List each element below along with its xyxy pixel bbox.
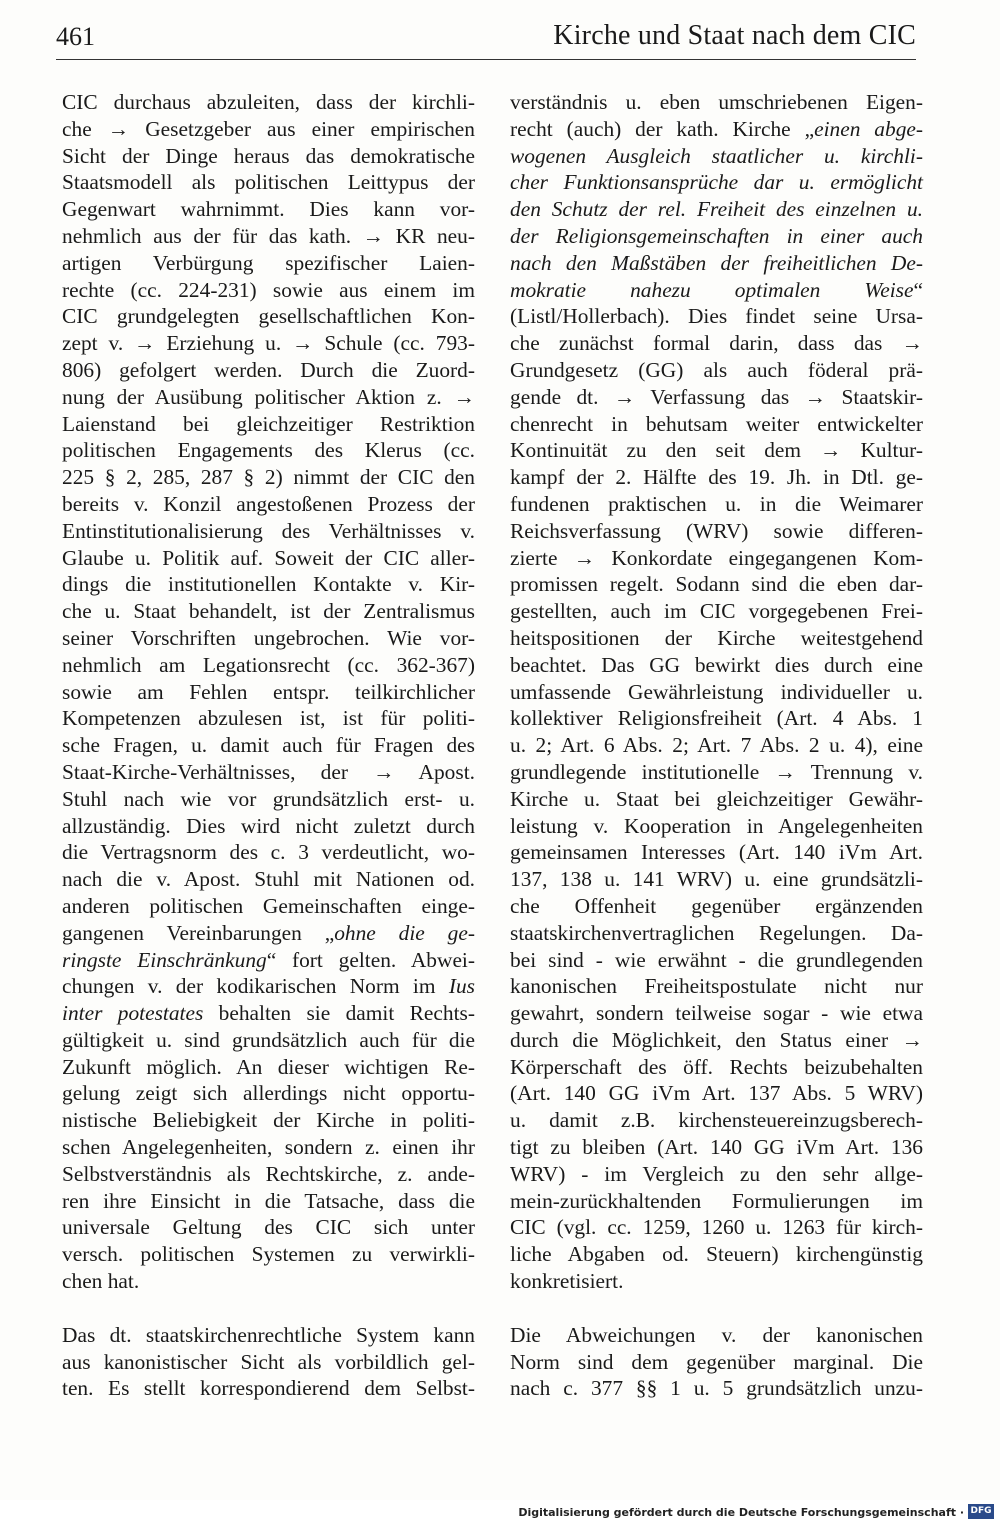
text-line: Grundgesetz (GG) als auch föderal prä- bbox=[510, 357, 923, 382]
text-line: dings die institutionellen Kontakte v. Kir- bbox=[62, 572, 475, 597]
text-line: CIC durchaus abzuleiten, dass der kirchli- bbox=[62, 90, 475, 114]
text-line: kollektiver Religionsfreiheit (Art. 4 Abs. 1 bbox=[510, 706, 923, 731]
text-line: mokratie nahezu optimalen Weise“ bbox=[510, 277, 923, 302]
text-line: ten. Es stellt korrespondierend dem Selbst- bbox=[62, 1376, 475, 1401]
running-title: Kirche und Staat nach dem CIC bbox=[553, 20, 916, 51]
text-line: gemeinsamen Interesses (Art. 140 iVm Art. bbox=[510, 840, 923, 865]
text-block bbox=[62, 1027, 475, 1268]
text-line: kanonischen Freiheitspostulate nicht nur bbox=[510, 974, 923, 999]
text-line: nach die v. Apost. Stuhl mit Nationen od. bbox=[62, 867, 475, 892]
text-line: Das dt. staatskirchenrechtliche System kann bbox=[62, 1322, 475, 1347]
text-line: nach c. 377 §§ 1 u. 5 grundsätzlich unzu- bbox=[510, 1376, 923, 1401]
text-line: Staatsmodell als politischen Leittypus der bbox=[62, 170, 475, 195]
text-line: Kontinuität zu den seit dem → Kultur- bbox=[510, 438, 923, 463]
text-line: 806) gefolgert werden. Durch die Zuord- bbox=[62, 357, 475, 382]
text-line: zierte → Konkordate eingegangenen Kom- bbox=[510, 545, 923, 570]
text-line: tigt zu bleiben (Art. 140 GG iVm Art. 136 bbox=[510, 1135, 923, 1160]
text-line: der Religionsgemeinschaften in einer auch bbox=[510, 223, 923, 248]
text-line: Entinstitutionalisierung des Verhältnisses v. bbox=[62, 518, 475, 543]
text-line: konkretisiert. bbox=[510, 1269, 624, 1294]
page-header bbox=[56, 18, 916, 56]
text-line: sche Fragen, u. damit auch für Fragen des bbox=[62, 733, 475, 758]
text-line: gewahrt, sondern teilweise sogar - wie etwa bbox=[510, 1001, 923, 1026]
text-line: Körperschaft des öff. Rechts beizubehalten bbox=[510, 1054, 923, 1079]
text-line: gangenen Vereinbarungen „ohne die ge- bbox=[62, 920, 475, 945]
text-line: beachtet. Das GG bewirkt dies durch eine bbox=[510, 652, 923, 677]
text-block bbox=[510, 303, 923, 1268]
text-line: universale Geltung des CIC sich unter bbox=[62, 1215, 475, 1240]
text-line: nung der Ausübung politischer Aktion z. → bbox=[62, 384, 475, 409]
text-line: chungen v. der kodikarischen Norm im Ius bbox=[62, 974, 475, 999]
text-line: kampf der 2. Hälfte des 19. Jh. in Dtl. ge- bbox=[510, 465, 923, 490]
text-line: (Art. 140 GG iVm Art. 137 Abs. 5 WRV) bbox=[510, 1081, 923, 1106]
text-line: u. 2; Art. 6 Abs. 2; Art. 7 Abs. 2 u. 4), eine bbox=[510, 733, 923, 758]
text-line: gende dt. → Verfassung das → Staatskir- bbox=[510, 384, 923, 409]
page-number: 461 bbox=[56, 22, 95, 51]
text-line: Stuhl nach wie vor grundsätzlich erst- u. bbox=[62, 786, 475, 811]
text-line: Staat-Kirche-Verhältnisses, der → Apost. bbox=[62, 759, 475, 784]
text-line: che zunächst formal darin, dass das → bbox=[510, 331, 923, 356]
text-line: che u. Staat behandelt, ist der Zentralismus bbox=[62, 599, 475, 624]
text-line: bereits v. Konzil angestoßenen Prozess der bbox=[62, 491, 475, 516]
text-line: Laienstand bei gleichzeitiger Restriktion bbox=[62, 411, 475, 436]
text-line: u. damit z.B. kirchensteuereinzugsberech- bbox=[510, 1108, 923, 1133]
paragraph bbox=[62, 89, 475, 1295]
text-line: Kirche u. Staat bei gleichzeitiger Gewähr- bbox=[510, 786, 923, 811]
text-line: politischen Engagements des Klerus (cc. bbox=[62, 438, 475, 463]
text-line: nistische Beliebigkeit der Kirche in politi- bbox=[62, 1108, 475, 1133]
text-line: 137, 138 u. 141 WRV) u. eine grundsätzli- bbox=[510, 867, 923, 892]
header-rule bbox=[56, 59, 916, 60]
text-line: ren ihre Einsicht in die Tatsache, dass die bbox=[62, 1188, 475, 1213]
text-line: nach den Maßstäben der freiheitlichen De- bbox=[510, 250, 923, 275]
text-line: Kompetenzen abzulesen ist, ist für politi- bbox=[62, 706, 475, 731]
text-line: heitspositionen der Kirche weitestgehend bbox=[510, 625, 923, 650]
text-line: seiner Vorschriften ungebrochen. Wie vor- bbox=[62, 625, 475, 650]
text-line: (Listl/Hollerbach). Dies findet seine Ursa- bbox=[510, 304, 923, 329]
text-line: durch die Möglichkeit, den Status einer → bbox=[510, 1027, 923, 1052]
footer-bar bbox=[0, 1500, 1000, 1525]
text-line: Reichsverfassung (WRV) sowie differen- bbox=[510, 518, 923, 543]
text-line: che → Gesetzgeber aus einer empirischen bbox=[62, 116, 475, 141]
text-line: liche Abgaben od. Steuern) kirchengünstig bbox=[510, 1242, 923, 1267]
right-column bbox=[510, 89, 923, 1402]
text-line: leistung v. Kooperation in Angelegenheiten bbox=[510, 813, 923, 838]
text-line: recht (auch) der kath. Kirche „einen abge- bbox=[510, 116, 924, 141]
text-line: Die Abweichungen v. der kanonischen bbox=[510, 1322, 923, 1347]
text-block bbox=[62, 89, 475, 920]
text-line: mein-zurückhaltenden Formulierungen im bbox=[510, 1188, 923, 1213]
text-line: cher Funktionsansprüche dar u. ermöglicht bbox=[510, 170, 923, 195]
text-line: ringste Einschränkung“ fort gelten. Abwei- bbox=[62, 947, 476, 972]
text-line: staatskirchenvertraglichen Regelungen. Da- bbox=[510, 920, 923, 945]
paragraph bbox=[510, 89, 923, 1295]
text-line: allzuständig. Dies wird nicht zuletzt durch bbox=[62, 813, 475, 838]
text-line: nehmlich am Legationsrecht (cc. 362-367) bbox=[62, 652, 475, 677]
text-line: gelung zeigt sich allerdings nicht opportu- bbox=[62, 1081, 475, 1106]
text-line: 225 § 2, 285, 287 § 2) nimmt der CIC den bbox=[62, 465, 475, 490]
quotation bbox=[510, 143, 923, 277]
text-line: CIC (vgl. cc. 1259, 1260 u. 1263 für kirch- bbox=[510, 1215, 923, 1240]
text-line: WRV) - im Vergleich zu den sehr allge- bbox=[510, 1161, 923, 1186]
text-line: fundenen praktischen u. in die Weimarer bbox=[510, 491, 923, 516]
text-line: artigen Verbürgung spezifischer Laien- bbox=[62, 250, 475, 275]
text-line: Zukunft möglich. An dieser wichtigen Re- bbox=[62, 1054, 475, 1079]
text-line: nehmlich aus der für das kath. → KR neu- bbox=[62, 223, 475, 248]
text-line: umfassende Gewährleistung individueller u. bbox=[510, 679, 923, 704]
text-line: den Schutz der rel. Freiheit des einzelnen u. bbox=[510, 197, 923, 222]
text-line: rechte (cc. 224-231) sowie aus einem im bbox=[62, 277, 475, 302]
paragraph bbox=[510, 1322, 923, 1402]
paragraph bbox=[62, 1322, 475, 1402]
text-line: Glaube u. Politik auf. Soweit der CIC aller- bbox=[62, 545, 475, 570]
text-line: sowie am Fehlen entspr. teilkirchlicher bbox=[62, 679, 475, 704]
funding-credit: Digitalisierung gefördert durch die Deutsche Forschungsgemeinschaft · bbox=[518, 1506, 964, 1519]
left-column bbox=[62, 89, 475, 1402]
text-line: chenrecht in behutsam weiter entwickelter bbox=[510, 411, 923, 436]
text-line: schen Angelegenheiten, sondern z. einen ihr bbox=[62, 1135, 475, 1160]
text-line: die Vertragsnorm des c. 3 verdeutlicht, wo- bbox=[62, 840, 475, 865]
text-line: CIC grundgelegten gesellschaftlichen Kon- bbox=[62, 304, 475, 329]
text-line: Norm sind dem gegenüber marginal. Die bbox=[510, 1349, 923, 1374]
text-line: chen hat. bbox=[62, 1269, 140, 1294]
text-line: zept v. → Erziehung u. → Schule (cc. 793- bbox=[62, 331, 475, 356]
text-line: Sicht der Dinge heraus das demokratische bbox=[62, 143, 475, 168]
dfg-logo: DFG bbox=[968, 1504, 994, 1519]
text-line: anderen politischen Gemeinschaften einge- bbox=[62, 893, 475, 918]
text-line: gültigkeit u. sind grundsätzlich auch für die bbox=[62, 1027, 475, 1052]
text-line: wogenen Ausgleich staatlicher u. kirchli- bbox=[510, 143, 923, 168]
text-line: aus kanonistischer Sicht als vorbildlich gel- bbox=[62, 1349, 475, 1374]
text-line: inter potestates behalten sie damit Rechts- bbox=[62, 1001, 475, 1026]
text-line: verständnis u. eben umschriebenen Eigen- bbox=[510, 90, 923, 114]
text-line: bei sind - wie erwähnt - die grundlegenden bbox=[510, 947, 923, 972]
text-line: Gegenwart wahrnimmt. Dies kann vor- bbox=[62, 197, 475, 222]
text-line: che Offenheit gegenüber ergänzenden bbox=[510, 893, 923, 918]
text-line: grundlegende institutionelle → Trennung v. bbox=[510, 759, 923, 784]
text-line: promissen regelt. Sodann sind die eben dar- bbox=[510, 572, 923, 597]
text-line: Selbstverständnis als Rechtskirche, z. ande- bbox=[62, 1161, 475, 1186]
text-line: gestellten, auch im CIC vorgegebenen Frei- bbox=[510, 599, 923, 624]
text-line: versch. politischen Systemen zu verwirkli- bbox=[62, 1242, 475, 1267]
